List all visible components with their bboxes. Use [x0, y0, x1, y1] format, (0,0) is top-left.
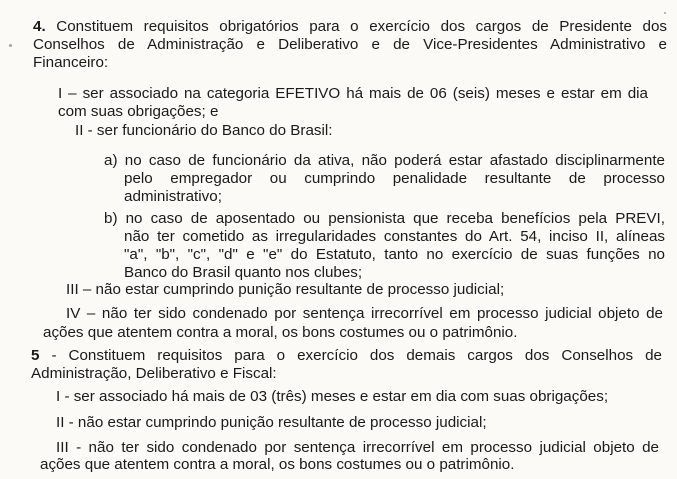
section-5-item-II: II - não estar cumprindo punição resultante de processo judicial;	[56, 414, 487, 431]
section-5-number: 5	[31, 347, 40, 364]
section-4-sub-a-line-1: a) no caso de funcionário da ativa, não poderá estar afastado disciplinarmente	[104, 152, 665, 169]
section-4-sub-b-line-1: b) no caso de aposentado ou pensionista que receba benefícios pela PREVI,	[104, 210, 665, 227]
section-4-sub-b-line-2: não ter cometido as irregularidades constantes do Art. 54, inciso II, alíneas	[124, 228, 665, 245]
section-4-intro-line-2: Conselhos de Administração e Deliberativo e de Vice-Presidentes Administrativo e	[33, 36, 667, 53]
section-5-intro-line-1: 5 - Constituem requisitos para o exercício dos demais cargos dos Conselhos de	[31, 347, 662, 364]
section-4-sub-a-line-3: administrativo;	[124, 188, 222, 205]
section-5-intro-line-2: Administração, Deliberativo e Fiscal:	[31, 365, 277, 382]
section-4-sub-b-line-4: Banco do Brasil quanto nos clubes;	[124, 264, 363, 281]
section-4-item-II: II - ser funcionário do Banco do Brasil:	[75, 122, 333, 139]
section-5-item-III-line-1: III - não ter sido condenado por sentença irrecorrível em processo judicial objeto de	[56, 439, 659, 456]
section-5-item-I: I - ser associado há mais de 03 (três) meses e estar em dia com suas obrigações;	[56, 388, 609, 405]
section-4-number: 4.	[33, 18, 46, 35]
section-4-sub-b-line-3: "a", "b", "c", "d" e "e" do Estatuto, tanto no exercício de suas funções no	[124, 246, 665, 263]
section-4-item-III: III – não estar cumprindo punição resultante de processo judicial;	[66, 281, 505, 298]
section-4-sub-a-line-2: pelo empregador ou cumprindo penalidade resultante de processo	[124, 170, 665, 187]
section-5-item-III-line-2: ações que atentem contra a moral, os bons costumes ou o patrimônio.	[40, 456, 515, 473]
section-4-item-IV-line-1: IV – não ter sido condenado por sentença irrecorrível em processo judicial objeto de	[66, 305, 663, 322]
scan-speck	[664, 12, 666, 14]
section-4-intro-line-1: 4. Constituem requisitos obrigatórios para o exercício dos cargos de Presidente dos	[33, 18, 667, 35]
section-4-item-IV-line-2: ações que atentem contra a moral, os bons costumes ou o patrimônio.	[43, 324, 518, 341]
section-4-item-I-line-2: com suas obrigações; e	[58, 103, 219, 120]
scan-speck	[9, 44, 12, 47]
section-4-item-I-line-1: I – ser associado na categoria EFETIVO há mais de 06 (seis) meses e estar em dia	[58, 85, 648, 102]
section-4-intro-line-3: Financeiro:	[33, 54, 109, 71]
